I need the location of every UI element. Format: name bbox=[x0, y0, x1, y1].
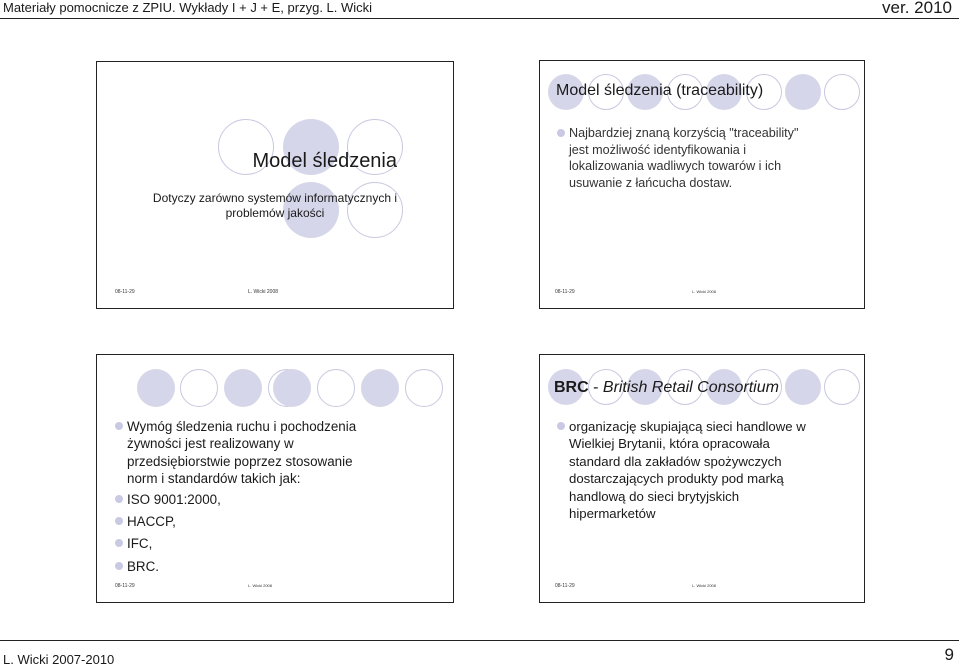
list-item bbox=[115, 558, 356, 575]
page-number: 9 bbox=[944, 645, 954, 664]
slide-subtitle bbox=[153, 191, 397, 221]
bullet-icon bbox=[557, 129, 565, 137]
slide-date: 08-11-29 bbox=[115, 583, 135, 589]
bullet-line: jest możliwość identyfikowania i bbox=[569, 142, 747, 157]
bullet-line: przedsiębiorstwie poprzez stosowanie bbox=[127, 453, 353, 469]
bullet-line: standard dla zakładów spożywczych bbox=[569, 453, 782, 469]
header-left-text: Materiały pomocnicze z ZPIU. Wykłady I + J + E, przyg. L. Wicki bbox=[3, 0, 373, 15]
slide-author: L. Wicki 2008 bbox=[248, 289, 279, 295]
bullet-line: Wymóg śledzenia ruchu i pochodzenia bbox=[127, 419, 357, 434]
title-separator: - bbox=[588, 379, 603, 396]
slide-author: L. Wicki 2008 bbox=[692, 289, 717, 294]
bullet-icon bbox=[115, 562, 123, 570]
slide-4 bbox=[539, 354, 865, 603]
decor-circle bbox=[224, 369, 262, 407]
list-item bbox=[115, 418, 356, 488]
bullet-line: ISO 9001:2000, bbox=[127, 491, 221, 507]
decor-circle bbox=[273, 369, 311, 407]
bullet-line: lokalizowania wadliwych towarów i ich bbox=[569, 159, 782, 173]
list-item bbox=[557, 418, 806, 522]
header-divider bbox=[0, 18, 959, 19]
bullet-line: Wielkiej Brytanii, która opracowała bbox=[569, 436, 770, 452]
slide-title: Model śledzenia bbox=[252, 150, 397, 172]
bullet-line: IFC, bbox=[127, 536, 153, 552]
bullet-icon bbox=[557, 422, 565, 430]
bullet-icon bbox=[115, 539, 123, 547]
decor-circle bbox=[180, 369, 218, 407]
list-item bbox=[115, 491, 356, 508]
decor-circle bbox=[824, 74, 860, 110]
bullet-line: organizację skupiającą sieci handlowe w bbox=[569, 419, 806, 434]
footer-author: L. Wicki 2007-2010 bbox=[3, 652, 115, 667]
decor-circle bbox=[824, 369, 860, 405]
header-version: ver. 2010 bbox=[882, 0, 952, 17]
slide-title bbox=[554, 379, 779, 397]
bullet-list bbox=[557, 125, 798, 191]
bullet-line: HACCP, bbox=[127, 514, 176, 530]
slide-author: L. Wicki 2008 bbox=[692, 583, 717, 588]
slide-3 bbox=[96, 354, 454, 603]
bullet-icon bbox=[115, 422, 123, 430]
bullet-icon bbox=[115, 517, 123, 525]
slide-author: L. Wicki 2008 bbox=[248, 583, 273, 588]
subtitle-line: Dotyczy zarówno systemów informatycznych i bbox=[152, 191, 397, 205]
slide-date: 08-11-29 bbox=[555, 583, 575, 589]
slide-1 bbox=[96, 61, 454, 309]
bullet-line: żywności jest realizowany w bbox=[127, 436, 294, 452]
slide-date: 08-11-29 bbox=[555, 289, 575, 295]
title-italic-part: British Retail Consortium bbox=[602, 379, 779, 396]
bullet-line: Najbardziej znaną korzyścią "traceability" bbox=[569, 126, 799, 140]
list-item bbox=[115, 513, 356, 530]
bullet-icon bbox=[115, 495, 123, 503]
decor-circle bbox=[785, 369, 821, 405]
title-bold-part: BRC bbox=[554, 379, 589, 396]
bullet-list bbox=[557, 418, 806, 522]
subtitle-line: problemów jakości bbox=[225, 206, 325, 220]
bullet-line: BRC. bbox=[127, 558, 159, 574]
bullet-line: usuwanie z łańcucha dostaw. bbox=[569, 175, 733, 190]
slide-date: 08-11-29 bbox=[115, 289, 135, 295]
slide-title: Model śledzenia (traceability) bbox=[556, 82, 764, 99]
bullet-line: hipermarketów bbox=[569, 506, 656, 522]
decor-circle bbox=[405, 369, 443, 407]
bullet-line: norm i standardów takich jak: bbox=[127, 471, 301, 487]
bullet-line: handlową do sieci brytyjskich bbox=[569, 488, 740, 504]
slide-2 bbox=[539, 60, 865, 309]
decor-circle bbox=[785, 74, 821, 110]
bullet-line: dostarczających produkty pod marką bbox=[569, 471, 784, 487]
decor-circle bbox=[317, 369, 355, 407]
bullet-list bbox=[115, 418, 356, 575]
decor-circle bbox=[137, 369, 175, 407]
list-item bbox=[115, 535, 356, 552]
list-item bbox=[557, 125, 798, 191]
footer-divider bbox=[0, 640, 959, 641]
decor-circle bbox=[361, 369, 399, 407]
